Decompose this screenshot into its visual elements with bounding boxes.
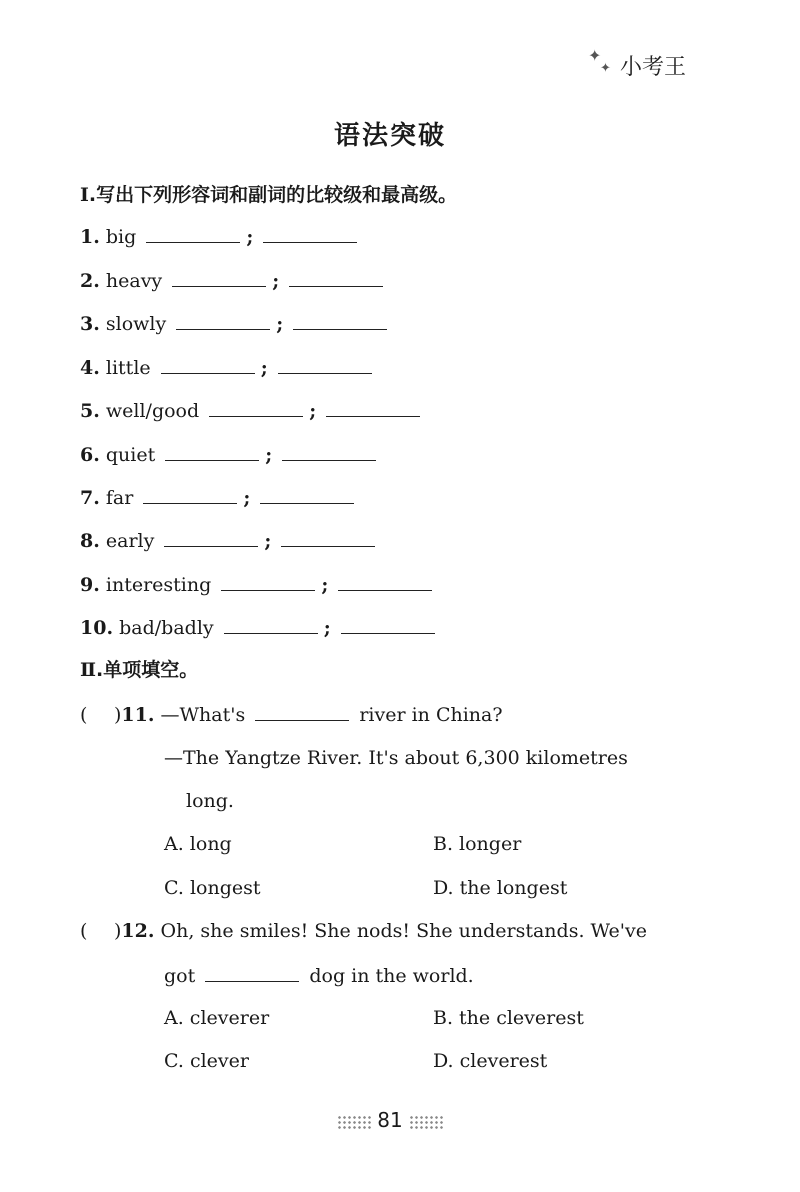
comparative-blank[interactable]	[164, 528, 258, 547]
item-word: little	[105, 357, 151, 379]
comparative-blank[interactable]	[221, 572, 315, 591]
item-number: 10.	[80, 617, 114, 639]
section-2-heading	[80, 655, 198, 682]
list-item	[80, 224, 361, 249]
answer-text: —The Yangtze River. It's about 6,300 kilometres	[164, 747, 628, 769]
item-number: 3.	[80, 313, 100, 335]
separator: ;	[243, 487, 251, 509]
list-item	[80, 572, 436, 597]
list-item	[80, 355, 376, 380]
item-number: 1.	[80, 226, 100, 248]
section-1-text: .写出下列形容词和副词的比较级和最高级。	[88, 184, 458, 206]
option-c[interactable]: C. clever	[164, 1050, 249, 1072]
superlative-blank[interactable]	[281, 528, 375, 547]
comparative-blank[interactable]	[224, 615, 318, 634]
separator: ;	[264, 530, 272, 552]
separator: ;	[260, 357, 268, 379]
item-number: 5.	[80, 400, 100, 422]
option-a[interactable]: A. cleverer	[164, 1007, 270, 1029]
question-text: got	[164, 965, 196, 987]
section-2-roman: Ⅱ	[80, 659, 97, 681]
separator: ;	[309, 400, 317, 422]
question-12	[80, 919, 647, 943]
item-word: big	[105, 226, 137, 248]
answer-paren-close: )	[114, 920, 122, 942]
item-word: early	[105, 530, 155, 552]
comparative-blank[interactable]	[165, 442, 259, 461]
sparkle-icon: ✦	[600, 61, 611, 76]
option-d[interactable]: D. the longest	[433, 877, 568, 899]
list-item	[80, 311, 391, 336]
superlative-blank[interactable]	[338, 572, 432, 591]
item-word: bad/badly	[119, 617, 214, 639]
list-item	[80, 528, 379, 553]
list-item	[80, 268, 387, 293]
item-word: far	[105, 487, 134, 509]
option-c[interactable]: C. longest	[164, 877, 261, 899]
comparative-blank[interactable]	[172, 268, 266, 287]
option-d[interactable]: D. cleverest	[433, 1050, 548, 1072]
item-word: interesting	[105, 574, 212, 596]
page-footer	[0, 1108, 780, 1132]
separator: ;	[265, 444, 273, 466]
answer-paren-open: (	[80, 920, 88, 942]
dot-pattern-icon	[409, 1115, 443, 1129]
question-text: —What's	[160, 704, 246, 726]
item-word: well/good	[105, 400, 200, 422]
item-number: 8.	[80, 530, 100, 552]
question-number: 11.	[121, 704, 155, 726]
item-number: 4.	[80, 357, 100, 379]
item-word: quiet	[105, 444, 156, 466]
page-number: 81	[377, 1108, 403, 1132]
answer-paren-close: )	[114, 704, 122, 726]
superlative-blank[interactable]	[260, 485, 354, 504]
item-number: 9.	[80, 574, 100, 596]
option-b[interactable]: B. longer	[433, 833, 522, 855]
sparkle-icon: ✦	[588, 46, 602, 65]
page-title: 语法突破	[333, 121, 446, 151]
question-text: river in China?	[359, 704, 503, 726]
superlative-blank[interactable]	[341, 615, 435, 634]
section-2-text: .单项填空。	[96, 659, 199, 681]
option-b[interactable]: B. the cleverest	[433, 1007, 584, 1029]
separator: ;	[321, 574, 329, 596]
item-word: heavy	[105, 270, 163, 292]
section-1-heading	[80, 180, 457, 207]
fill-blank[interactable]	[205, 963, 299, 982]
superlative-blank[interactable]	[278, 355, 372, 374]
dot-pattern-icon	[337, 1115, 371, 1129]
item-word: slowly	[105, 313, 167, 335]
comparative-blank[interactable]	[143, 485, 237, 504]
superlative-blank[interactable]	[263, 224, 357, 243]
superlative-blank[interactable]	[326, 398, 420, 417]
answer-paren-open: (	[80, 704, 88, 726]
answer-text: long.	[186, 790, 234, 812]
separator: ;	[246, 226, 254, 248]
item-number: 2.	[80, 270, 100, 292]
superlative-blank[interactable]	[282, 442, 376, 461]
comparative-blank[interactable]	[176, 311, 270, 330]
separator: ;	[272, 270, 280, 292]
fill-blank[interactable]	[255, 702, 349, 721]
superlative-blank[interactable]	[293, 311, 387, 330]
question-text-line2	[164, 963, 474, 988]
list-item	[80, 442, 380, 467]
question-text: Oh, she smiles! She nods! She understands. We've	[160, 920, 647, 942]
item-number: 7.	[80, 487, 100, 509]
question-number: 12.	[121, 920, 155, 942]
question-text: dog in the world.	[309, 965, 474, 987]
comparative-blank[interactable]	[209, 398, 303, 417]
comparative-blank[interactable]	[161, 355, 255, 374]
item-number: 6.	[80, 444, 100, 466]
list-item	[80, 615, 439, 640]
separator: ;	[276, 313, 284, 335]
list-item	[80, 398, 424, 423]
superlative-blank[interactable]	[289, 268, 383, 287]
comparative-blank[interactable]	[146, 224, 240, 243]
list-item	[80, 485, 358, 510]
question-11	[80, 702, 503, 727]
brand-logo	[588, 48, 728, 84]
option-a[interactable]: A. long	[164, 833, 232, 855]
separator: ;	[323, 617, 331, 639]
section-1-roman: Ⅰ	[80, 184, 89, 206]
brand-name: 小考王	[620, 55, 687, 80]
